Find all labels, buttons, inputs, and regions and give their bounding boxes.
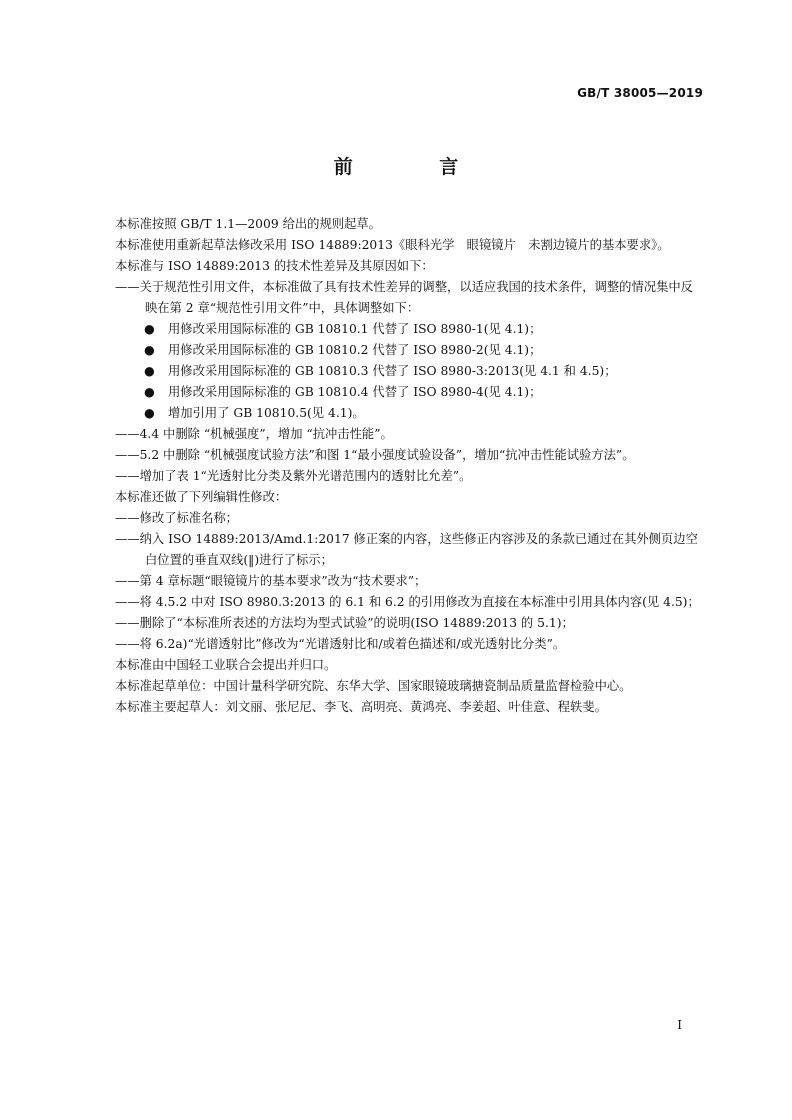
paragraph-editorial-intro: 本标准还做了下列编辑性修改： [115,490,288,504]
dash-item-section-4-4: ——4.4 中删除 “机械强度”，增加 “抗冲击性能”。 [115,427,393,441]
bullet-text: 用修改采用国际标准的 GB 10810.1 代替了 ISO 8980-1(见 4.1)； [168,322,542,336]
document-body [90,214,702,718]
paragraph-adoption: 本标准使用重新起草法修改采用 ISO 14889:2013《眼科光学 眼镜镜片 未割边镜片的基本要求》。 [115,238,670,252]
page-number: I [677,1018,682,1032]
bullet-text: 用修改采用国际标准的 GB 10810.4 代替了 ISO 8980-4(见 4.1)； [168,385,542,399]
page-title: 前 言 [333,156,499,178]
dash-item-editorial: ——纳入 ISO 14889:2013/Amd.1:2017 修正案的内容，这些修正内容涉及的条款已通过在其外侧页边空白位置的垂直双线(‖)进行了标示； [115,532,698,567]
dash-item-normative-references: ——关于规范性引用文件，本标准做了具有技术性差异的调整，以适应我国的技术条件，调整的情况集中反映在第 2 章“规范性引用文件”中，具体调整如下： [115,280,693,315]
dash-item-section-5-2: ——5.2 中删除 “机械强度试验方法”和图 1“最小强度试验设备”，增加“抗冲击性能试验方法”。 [115,448,635,462]
paragraph-drafting-units: 本标准起草单位：中国计量科学研究院、东华大学、国家眼镜玻璃搪瓷制品质量监督检验中心。 [115,679,632,693]
paragraph-drafters: 本标准主要起草人：刘文丽、张尼尼、李飞、高明亮、黄鸿亮、李姜超、叶佳意、程轶斐。 [115,700,607,714]
bullet-icon: ● [144,343,155,357]
bullet-text: 用修改采用国际标准的 GB 10810.2 代替了 ISO 8980-2(见 4.1)； [168,343,542,357]
bullet-icon: ● [144,385,155,399]
paragraph-proposer: 本标准由中国轻工业联合会提出并归口。 [115,658,337,672]
bullet-item [90,361,702,382]
paragraph-differences-intro: 本标准与 ISO 14889:2013 的技术性差异及其原因如下： [115,259,434,273]
bullet-item [90,403,702,424]
bullet-item [90,319,702,340]
dash-item-editorial: ——第 4 章标题“眼镜镜片的基本要求”改为“技术要求”； [115,574,427,588]
bullet-icon: ● [144,364,155,378]
paragraph-drafting-rules: 本标准按照 GB/T 1.1—2009 给出的规则起草。 [115,217,381,231]
bullet-item [90,382,702,403]
bullet-text: 用修改采用国际标准的 GB 10810.3 代替了 ISO 8980-3:2013(见 4.1 和 4.5)； [168,364,617,378]
dash-item-editorial: ——删除了“本标准所表述的方法均为型式试验”的说明(ISO 14889:2013 的 5.1)； [115,616,574,630]
document-code: GB/T 38005—2019 [577,86,703,100]
dash-item-editorial: ——将 6.2a)“光谱透射比”修改为“光谱透射比和/或着色描述和/或光透射比分类”。 [115,637,566,651]
dash-item-table-1: ——增加了表 1“光透射比分类及紫外光谱范围内的透射比允差”。 [115,469,472,483]
bullet-icon: ● [144,322,155,336]
bullet-icon: ● [144,406,155,420]
dash-item-editorial: ——将 4.5.2 中对 ISO 8980.3:2013 的 6.1 和 6.2 的引用修改为直接在本标准中引用具体内容(见 4.5)； [115,595,700,609]
dash-item-editorial: ——修改了标准名称； [115,511,238,525]
bullet-text: 增加引用了 GB 10810.5(见 4.1)。 [168,406,365,420]
bullet-item [90,340,702,361]
